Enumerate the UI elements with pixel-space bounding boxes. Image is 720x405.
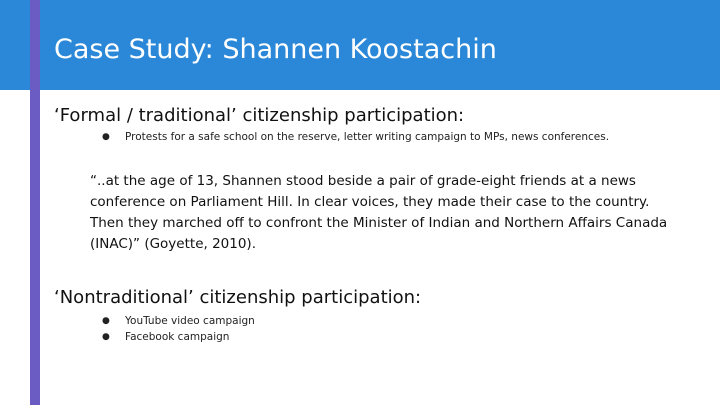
quote-text: “..at the age of 13, Shannen stood beside a pair of grade-eight friends at a news conference on Parliament Hill. In clear voices, they made their case to the country. Then they marched off to confront the Minister of Indian and Northern Affairs Canada (INAC)” (Goyette, 2010). bbox=[90, 173, 668, 252]
bullet-list-nontraditional bbox=[102, 313, 255, 345]
bullet-text: YouTube video campaign bbox=[125, 315, 255, 327]
bullet-list-formal bbox=[102, 129, 609, 145]
section-heading-formal: ‘Formal / traditional’ citizenship participation: bbox=[54, 105, 465, 126]
bullet-dot-icon: ● bbox=[102, 316, 110, 326]
accent-bar bbox=[30, 0, 40, 405]
list-item bbox=[102, 313, 255, 329]
bullet-text: Facebook campaign bbox=[125, 331, 230, 343]
slide-title: Case Study: Shannen Koostachin bbox=[54, 34, 497, 65]
list-item bbox=[102, 329, 255, 345]
list-item bbox=[102, 129, 609, 145]
section-heading-nontraditional: ‘Nontraditional’ citizenship participation: bbox=[54, 287, 422, 308]
bullet-dot-icon: ● bbox=[102, 132, 110, 142]
bullet-dot-icon: ● bbox=[102, 332, 110, 342]
bullet-text: Protests for a safe school on the reserve, letter writing campaign to MPs, news conferences. bbox=[125, 131, 610, 143]
